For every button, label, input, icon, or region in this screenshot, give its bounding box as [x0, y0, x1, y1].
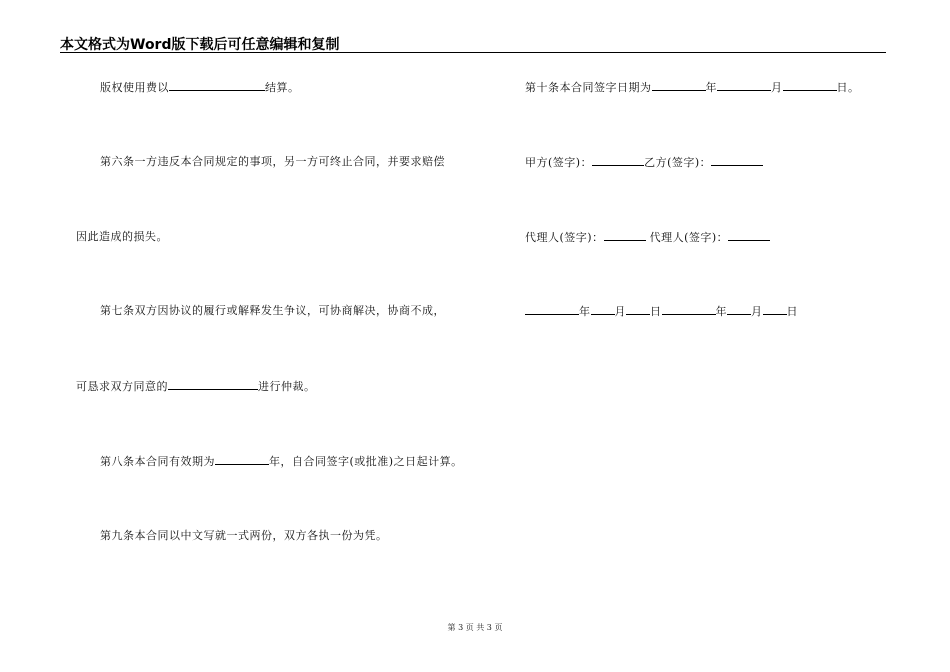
text: 第八条本合同有效期为	[100, 455, 215, 468]
text: 年	[715, 305, 727, 318]
text: 代理人(签字)：	[649, 231, 729, 244]
page-number: 第 3 页 共 3 页	[447, 623, 503, 632]
text: 第十条本合同签字日期为	[525, 81, 652, 94]
text: 代理人(签字)：	[525, 231, 604, 244]
blank-field-sign-year[interactable]	[652, 80, 706, 91]
right-line-signatures	[525, 155, 763, 170]
blank-field-date1-day[interactable]	[626, 304, 650, 315]
text: 月	[751, 305, 763, 318]
blank-field-agent-a[interactable]	[604, 230, 646, 241]
text: 日	[786, 305, 798, 318]
right-line-agents	[525, 230, 770, 245]
left-line-payment	[100, 80, 300, 95]
text: 年	[579, 305, 591, 318]
text: 日	[650, 305, 662, 318]
right-line-article10	[525, 80, 860, 95]
blank-field-date2-month[interactable]	[727, 304, 751, 315]
text: 年，自合同签字(或批准)之日起计算。	[269, 455, 463, 468]
blank-field-arbitration[interactable]	[168, 379, 258, 390]
header-divider	[60, 52, 886, 53]
page-header-title: 本文格式为Word版下载后可任意编辑和复制	[60, 37, 340, 53]
text: 日。	[836, 81, 860, 94]
left-line-article7: 第七条双方因协议的履行或解释发生争议，可协商解决，协商不成，	[100, 304, 445, 317]
blank-field-party-a[interactable]	[592, 155, 644, 166]
blank-field-party-b[interactable]	[711, 155, 763, 166]
text: 月	[614, 305, 626, 318]
left-line-article6-cont: 因此造成的损失。	[76, 230, 168, 243]
blank-field-fee[interactable]	[169, 80, 265, 91]
blank-field-years[interactable]	[215, 454, 269, 465]
text: 版权使用费以	[100, 81, 169, 94]
text: 乙方(签字)：	[644, 156, 712, 169]
text: 可恳求双方同意的	[76, 380, 168, 393]
blank-field-date2-day[interactable]	[763, 304, 787, 315]
blank-field-date1-year[interactable]	[525, 304, 579, 315]
blank-field-agent-b[interactable]	[728, 230, 770, 241]
text: 甲方(签字)：	[525, 156, 593, 169]
text: 进行仲裁。	[258, 380, 316, 393]
blank-field-sign-month[interactable]	[717, 80, 771, 91]
left-line-article7-cont	[76, 379, 316, 394]
left-line-article6: 第六条一方违反本合同规定的事项，另一方可终止合同，并要求赔偿	[100, 155, 445, 168]
text: 结算。	[265, 81, 300, 94]
text: 年	[705, 81, 717, 94]
right-line-dates	[525, 304, 798, 319]
blank-field-sign-day[interactable]	[783, 80, 837, 91]
left-line-article8	[100, 454, 463, 469]
blank-field-date1-month[interactable]	[591, 304, 615, 315]
text: 月	[771, 81, 783, 94]
left-line-article9: 第九条本合同以中文写就一式两份，双方各执一份为凭。	[100, 529, 388, 542]
blank-field-date2-year[interactable]	[662, 304, 716, 315]
